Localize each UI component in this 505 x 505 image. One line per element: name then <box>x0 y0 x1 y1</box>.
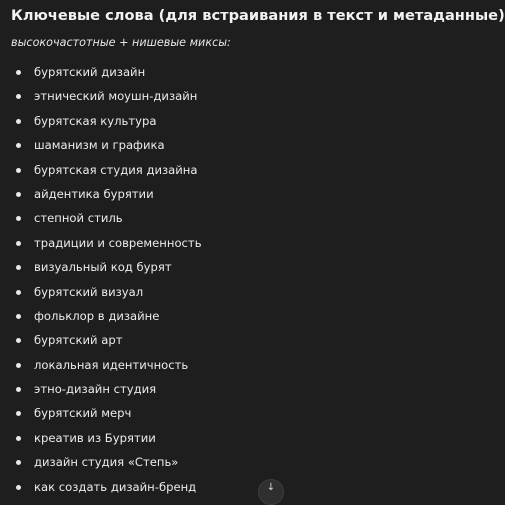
keyword-item <box>11 158 443 182</box>
bullet-icon <box>16 338 21 343</box>
bullet-icon <box>16 241 21 246</box>
bullet-icon <box>16 314 21 319</box>
keyword-text: бурятский визуал <box>34 284 144 299</box>
keyword-text: бурятский дизайн <box>34 65 146 79</box>
bullet-icon <box>16 460 21 465</box>
bullet-icon <box>16 168 21 173</box>
keyword-text: креатив из Бурятии <box>34 430 156 445</box>
keyword-text: бурятская студия дизайна <box>34 162 198 177</box>
keyword-item <box>11 60 443 84</box>
section-heading: Ключевые слова (для встраивания в текст и метаданные) <box>11 7 505 24</box>
keyword-text: степной стиль <box>34 211 123 226</box>
bullet-icon <box>16 143 21 148</box>
message-content <box>11 0 505 499</box>
keyword-text: айдентика бурятии <box>34 186 154 201</box>
keyword-item <box>11 377 443 401</box>
bullet-icon <box>16 411 21 416</box>
keyword-item <box>11 401 443 425</box>
arrow-down-icon: ↓ <box>266 482 276 493</box>
bullet-icon <box>16 363 21 368</box>
keyword-item <box>11 109 443 133</box>
keyword-item <box>11 304 443 328</box>
keyword-text: этнический моушн-дизайн <box>34 89 198 104</box>
keyword-item <box>11 84 443 108</box>
keyword-item <box>11 255 443 279</box>
bullet-icon <box>16 216 21 221</box>
bullet-icon <box>16 290 21 295</box>
bullet-icon <box>16 119 21 124</box>
bullet-icon <box>16 387 21 392</box>
bullet-icon <box>16 436 21 441</box>
keyword-item <box>11 206 443 230</box>
bullet-icon <box>16 94 21 99</box>
keyword-item <box>11 133 443 157</box>
scroll-down-button[interactable] <box>258 479 284 505</box>
keyword-item <box>11 426 443 450</box>
keyword-text: шаманизм и графика <box>34 138 165 153</box>
keyword-text: дизайн студия «Степь» <box>34 455 179 470</box>
keyword-text: бурятский арт <box>34 333 123 348</box>
keyword-text: как создать дизайн-бренд <box>34 479 197 494</box>
keyword-text: бурятская культура <box>34 113 157 128</box>
keyword-text: фольклор в дизайне <box>34 308 160 323</box>
keyword-text: традиции и современность <box>34 235 202 250</box>
keyword-item <box>11 475 443 499</box>
keyword-text: визуальный код бурят <box>34 260 172 275</box>
keyword-item <box>11 280 443 304</box>
section-subtitle: высокочастотные + нишевые миксы: <box>11 36 231 49</box>
keyword-text: бурятский мерч <box>34 406 132 421</box>
keyword-item <box>11 328 443 352</box>
bullet-icon <box>16 70 21 75</box>
bullet-icon <box>16 192 21 197</box>
keyword-text: локальная идентичность <box>34 357 189 372</box>
bullet-icon <box>16 485 21 490</box>
bullet-icon <box>16 265 21 270</box>
keyword-item <box>11 450 443 474</box>
keyword-list <box>11 60 443 499</box>
keyword-item <box>11 353 443 377</box>
keyword-item <box>11 182 443 206</box>
keyword-text: этно-дизайн студия <box>34 382 157 397</box>
keyword-item <box>11 231 443 255</box>
